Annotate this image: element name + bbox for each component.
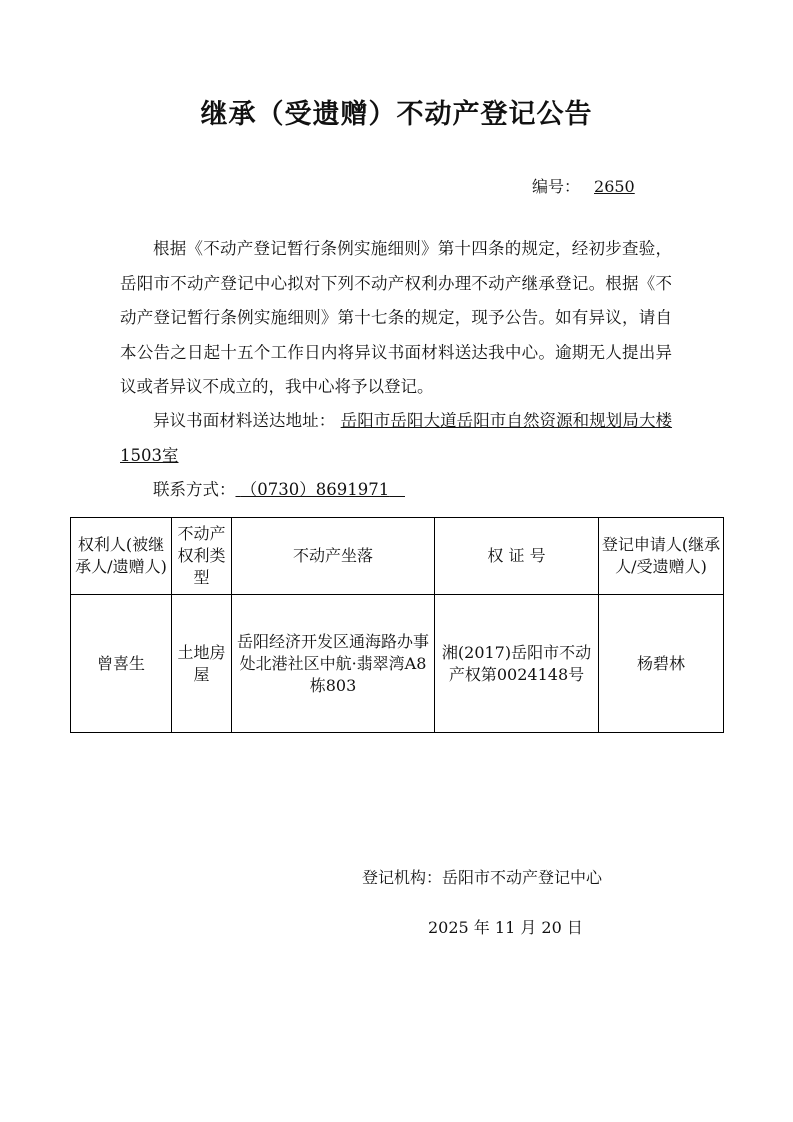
- table-header-row: [71, 518, 724, 595]
- contact-value: （0730）8691971: [240, 480, 390, 499]
- contact-info: [120, 473, 672, 508]
- serial-value: 2650: [594, 177, 635, 196]
- serial-number: [532, 174, 635, 197]
- header-applicant: 登记申请人(继承人/受遗赠人): [599, 518, 724, 595]
- cell-location: 岳阳经济开发区通海路办事处北港社区中航·翡翠湾A8栋803: [232, 595, 435, 733]
- header-certificate-no: 权 证 号: [435, 518, 599, 595]
- header-right-holder: 权利人(被继承人/遗赠人): [71, 518, 172, 595]
- notice-title: 继承（受遗赠）不动产登记公告: [200, 99, 593, 130]
- objection-address: [120, 404, 672, 473]
- address-label: 异议书面材料送达地址：: [153, 411, 336, 430]
- header-right-type: 不动产权利类型: [172, 518, 232, 595]
- cell-right-type: 土地房屋: [172, 595, 232, 733]
- cell-right-holder: 曾喜生: [71, 595, 172, 733]
- contact-label: 联系方式：: [153, 480, 236, 499]
- header-location: 不动产坐落: [232, 518, 435, 595]
- cell-certificate-no: 湘(2017)岳阳市不动产权第0024148号: [435, 595, 599, 733]
- table-row: [71, 595, 724, 733]
- property-table: [70, 517, 724, 733]
- body-paragraph: 根据《不动产登记暂行条例实施细则》第十四条的规定，经初步查验，岳阳市不动产登记中心拟对下列不动产权利办理不动产继承登记。根据《不动产登记暂行条例实施细则》第十七条的规定，现予公告。如有异议，请自本公告之日起十五个工作日内将异议书面材料送达我中心。逾期无人提出异议或者异议不成立的，我中心将予以登记。: [120, 239, 672, 396]
- cell-applicant: 杨碧林: [599, 595, 724, 733]
- serial-label: 编号：: [532, 177, 581, 196]
- address-value: 岳阳市岳阳大道岳阳市自然资源和规划局大楼1503室: [120, 411, 673, 465]
- notice-date: 2025 年 11 月 20 日: [428, 918, 583, 937]
- registration-authority: 登记机构：岳阳市不动产登记中心: [362, 868, 603, 887]
